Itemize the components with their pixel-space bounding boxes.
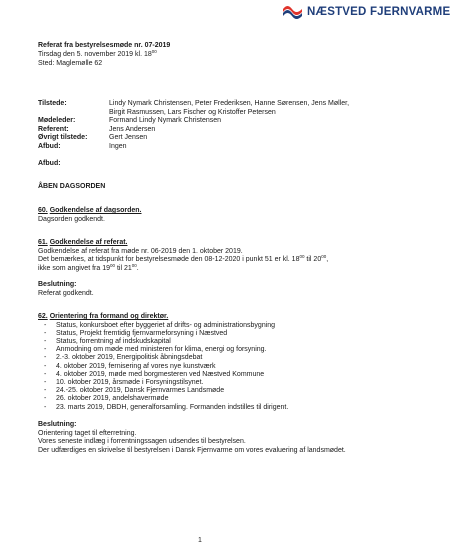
text-span: Det bemærkes, at tidspunkt for bestyrelsesmøde den 08-12-2020 i punkt 51 er kl. 18 — [38, 256, 300, 264]
meeting-date-text: Tirsdag den 5. november 2019 kl. 18 — [38, 51, 152, 58]
meta-label: Afbud: — [38, 160, 61, 167]
list-item: - 10. oktober 2019, årsmøde i Forsyningstilsynet. — [38, 379, 288, 387]
meta-label: Referent: — [38, 125, 69, 133]
meta-label: Mødeleder: — [38, 117, 76, 125]
list-item: - 24.-25. oktober 2019, Dansk Fjernvarmes Landsmøde — [38, 387, 288, 395]
agenda-heading: ÅBEN DAGSORDEN — [38, 183, 106, 190]
item-61-heading — [38, 239, 128, 248]
item-62-bullet-list — [38, 322, 288, 412]
company-logo — [282, 4, 450, 20]
list-item: - Status, Projekt fremtidig fjernvarmeforsyning i Næstved — [38, 330, 288, 338]
meeting-date — [38, 51, 157, 60]
list-item: - 2.-3. oktober 2019, Energipolitisk åbningsdebat — [38, 354, 288, 362]
list-item: - 23. marts 2019, DBDH, generalforsamling. Formanden indstilles til dirigent. — [38, 404, 288, 412]
meta-label: Afbud: — [38, 143, 61, 150]
item-61-line-3 — [38, 262, 139, 274]
meeting-place: Sted: Maglemølle 62 — [38, 60, 103, 67]
item-61-line-2 — [38, 256, 328, 265]
item-62-decision-line-3: Der udfærdiges en skrivelse til bestyrelsen i Dansk Fjernvarme om vores evaluering af landsmødet. — [38, 446, 346, 454]
item-61-number: 61. — [38, 239, 48, 246]
meta-value: Birgit Rasmussen, Lars Fischer og Kristoffer Petersen — [109, 108, 276, 116]
time-sup: 00 — [109, 262, 115, 268]
item-62-heading — [38, 313, 168, 322]
item-61-title: Godkendelse af referat. — [49, 239, 128, 246]
item-60-heading — [38, 207, 142, 216]
list-item: - 4. oktober 2019, fernisering af vores nye kunstværk — [38, 363, 288, 371]
list-item: - 26. oktober 2019, andelshavermøde — [38, 395, 288, 403]
text-span: ikke som angivet fra 19 — [38, 264, 110, 272]
bullet-list — [38, 322, 288, 412]
item-61-decision-label: Beslutning: — [38, 281, 77, 288]
item-60-text: Dagsorden godkendt. — [38, 215, 105, 223]
text-span: til 21 — [115, 264, 132, 272]
list-item: - Anmodning om møde med ministeren for klima, energi og forsyning. — [38, 346, 288, 354]
list-item: - 4. oktober 2019, møde med borgmesteren ved Næstved Kommune — [38, 371, 288, 379]
list-item: - Status, konkursboet efter byggeriet af drifts- og administrationsbygning — [38, 322, 288, 330]
meta-value: Gert Jensen — [109, 134, 148, 142]
item-62-title: Orientering fra formand og direktør. — [49, 313, 169, 320]
meta-label: Tilstede: — [38, 100, 67, 107]
logo-text: NÆSTVED FJERNVARME — [307, 6, 450, 18]
item-62-decision-line-2: Vores seneste indlæg i forrentningssagen udsendes til bestyrelsen. — [38, 438, 246, 446]
item-61-decision-text: Referat godkendt. — [38, 289, 94, 297]
item-60-number: 60. — [38, 207, 48, 214]
flame-wave-icon — [282, 4, 304, 20]
text-span: til 20 — [304, 256, 322, 264]
text-span: . — [136, 264, 139, 272]
text-span: , — [326, 256, 329, 264]
time-sup: 00 — [131, 262, 137, 268]
meta-value: Formand Lindy Nymark Christensen — [109, 117, 222, 125]
meta-label: Øvrigt tilstede: — [38, 134, 88, 142]
meeting-date-sup: 00 — [151, 49, 157, 54]
meta-value: Ingen — [109, 143, 127, 150]
time-sup: 00 — [299, 254, 305, 260]
item-60-title: Godkendelse af dagsorden. — [49, 207, 142, 214]
meta-value: Jens Andersen — [109, 125, 156, 133]
item-61-line-1: Godkendelse af referat fra møde nr. 06-2019 den 1. oktober 2019. — [38, 247, 243, 255]
page-number: 1 — [198, 537, 202, 544]
item-62-number: 62. — [38, 313, 48, 320]
item-62-decision-label: Beslutning: — [38, 421, 77, 428]
list-item: - Status, forrentning af indskudskapital — [38, 338, 288, 346]
meta-value: Lindy Nymark Christensen, Peter Frederiksen, Hanne Sørensen, Jens Møller, — [109, 100, 350, 107]
item-62-decision-line-1: Orientering taget til efterretning. — [38, 429, 137, 437]
time-sup: 00 — [321, 254, 327, 260]
document-title: Referat fra bestyrelsesmøde nr. 07-2019 — [38, 42, 171, 49]
